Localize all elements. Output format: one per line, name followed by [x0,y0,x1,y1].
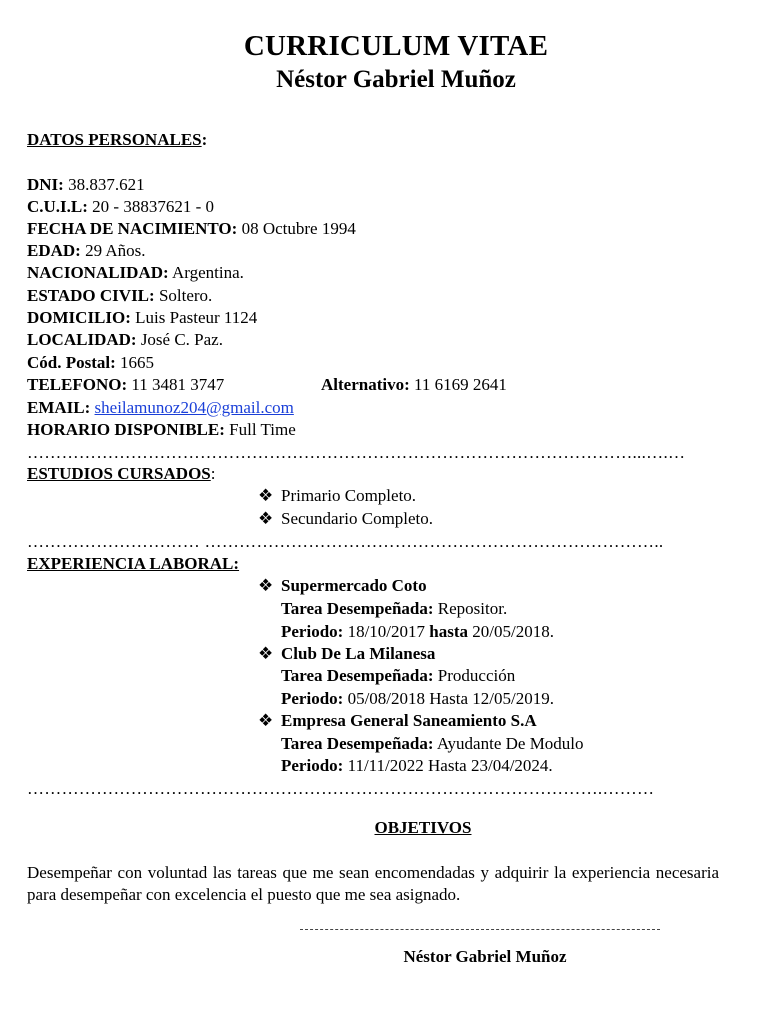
objectives-heading-row [0,817,768,839]
job-period-from: 18/10/2017 [347,622,426,641]
job-period-sep: Hasta [428,756,467,775]
job-task: Repositor. [437,599,508,618]
civil-status-row [27,285,212,307]
phone-value: 11 3481 3747 [131,375,225,394]
job-period-label: Periodo: [281,622,344,641]
alt-phone-row [321,374,507,396]
job-period-to: 20/05/2018. [472,622,554,641]
address-row [27,307,257,329]
postal-label: Cód. Postal: [27,353,116,372]
age-label: EDAD: [27,241,81,260]
job-task-label: Tarea Desempeñada: [281,599,434,618]
age-value: 29 Años. [85,241,146,260]
email-label: EMAIL: [27,398,91,417]
dni-label: DNI: [27,175,64,194]
studies-section-heading [27,463,215,485]
diamond-bullet-icon: ❖ [258,486,274,505]
dni-value: 38.837.621 [68,175,145,194]
cuil-value: 20 - 38837621 - 0 [92,197,214,216]
job-company-row [258,643,435,665]
signature-name: Néstor Gabriel Muñoz [403,947,567,966]
locality-value: José C. Paz. [140,330,223,349]
signature-name-row [300,946,670,968]
diamond-bullet-icon: ❖ [258,509,274,528]
job-period-sep: Hasta [429,689,468,708]
email-link[interactable]: sheilamunoz204@gmail.com [94,398,294,417]
personal-heading-text: DATOS PERSONALES [27,130,202,149]
phone-label: TELEFONO: [27,375,128,394]
objectives-text: Desempeñar con voluntad las tareas que me sean encomendadas y adquirir la experiencia necesaria para desempeñar con excelencia el puesto que me sea asignado. [27,863,719,904]
address-value: Luis Pasteur 1124 [135,308,258,327]
job-period-from: 05/08/2018 [347,689,426,708]
dni-row [27,174,145,196]
schedule-label: HORARIO DISPONIBLE: [27,420,225,439]
job-period-from: 11/11/2022 [347,756,424,775]
locality-label: LOCALIDAD: [27,330,137,349]
cuil-label: C.U.I.L: [27,197,88,216]
job-period-row [281,621,554,643]
nationality-label: NACIONALIDAD: [27,263,169,282]
job-task-row [281,665,515,687]
schedule-row [27,419,296,441]
address-label: DOMICILIO: [27,308,131,327]
job-period-row [281,688,554,710]
nationality-row [27,262,244,284]
job-task-label: Tarea Desempeñada: [281,666,434,685]
job-task: Ayudante De Modulo [436,734,584,753]
schedule-value: Full Time [229,420,296,439]
diamond-bullet-icon: ❖ [258,644,274,663]
studies-heading-text: ESTUDIOS CURSADOS [27,464,211,483]
candidate-name: Néstor Gabriel Muñoz [276,66,516,93]
job-task: Producción [437,666,516,685]
birth-value: 08 Octubre 1994 [241,219,356,238]
experience-section-heading [27,553,239,575]
postal-row [27,352,154,374]
study-item [258,508,433,530]
email-row [27,397,294,419]
study-item [258,485,416,507]
job-period-to: 12/05/2019. [472,689,554,708]
job-company: Empresa General Saneamiento S.A [281,711,537,730]
locality-row [27,329,223,351]
nationality-value: Argentina. [171,263,244,282]
personal-section-heading [27,129,207,151]
birth-label: FECHA DE NACIMIENTO: [27,219,238,238]
alt-phone-value: 11 6169 2641 [414,375,507,394]
age-row [27,240,146,262]
civil-status-label: ESTADO CIVIL: [27,286,155,305]
job-company-row [258,710,537,732]
job-period-to: 23/04/2024. [470,756,553,775]
diamond-bullet-icon: ❖ [258,711,274,730]
job-task-label: Tarea Desempeñada: [281,734,434,753]
job-period-label: Periodo: [281,689,344,708]
job-period-sep: hasta [429,622,469,641]
separator-2: ………………………… …………………………………………………………………….. [27,532,664,551]
job-company: Club De La Milanesa [281,644,436,663]
postal-value: 1665 [120,353,155,372]
alt-phone-label: Alternativo: [321,375,410,394]
civil-status-value: Soltero. [158,286,213,305]
personal-heading-colon: : [201,130,208,149]
job-task-row [281,598,507,620]
study-item-label: Primario Completo. [281,486,417,505]
job-company: Supermercado Coto [281,576,427,595]
studies-heading-colon: : [210,464,216,483]
experience-heading-text: EXPERIENCIA LABORAL: [27,554,240,573]
job-period-row [281,755,553,777]
objectives-heading: OBJETIVOS [374,818,472,837]
signature-line [300,929,660,930]
study-item-label: Secundario Completo. [281,509,434,528]
cuil-row [27,196,214,218]
separator-1: ……………………………………………………………………………………………...….… [27,443,686,462]
diamond-bullet-icon: ❖ [258,576,274,595]
job-company-row [258,575,427,597]
job-task-row [281,733,584,755]
separator-3: ……………………………………………………………………………………….……… [27,779,655,798]
document-title: CURRICULUM VITAE [243,30,549,62]
birth-row [27,218,356,240]
phone-row [27,374,224,396]
job-period-label: Periodo: [281,756,344,775]
